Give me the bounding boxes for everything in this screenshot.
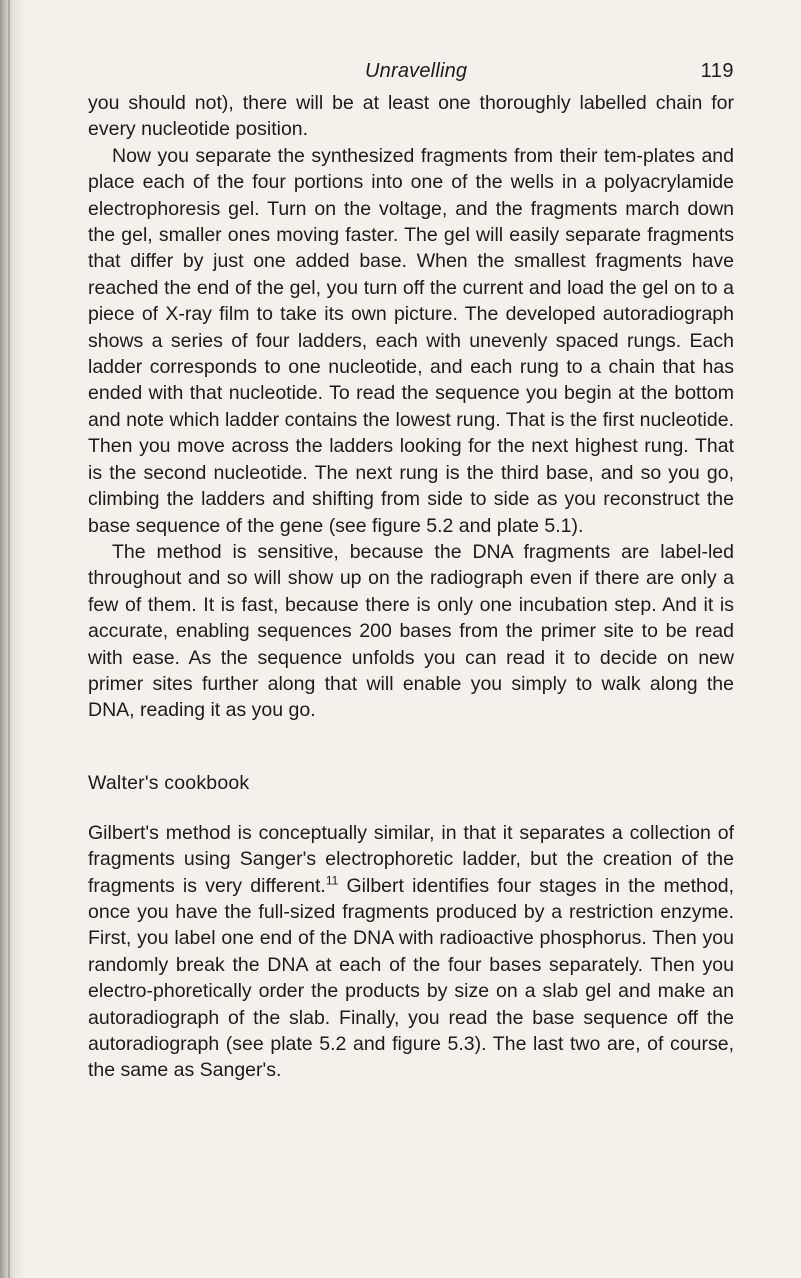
- page-number: 119: [700, 60, 734, 82]
- paragraph-text-end: Gilbert identifies four stages in the method, once you have the full-sized fragments produced by a restriction enzyme. First, you label one end of the DNA with radioactive phosphorus. Then you randomly break the DNA at each of the four bases separately. Then you electro-phoretically order the products by size on a slab gel and make an autoradiograph of the slab. Finally, you read the base sequence off the autoradiograph (see plate 5.2 and figure 5.3). The last two are, of course, the same as Sanger's.: [88, 874, 734, 1082]
- page-gutter: [0, 0, 26, 1278]
- paragraph-gilbert-method: [88, 820, 734, 1084]
- binding-line: [8, 0, 10, 1278]
- footnote-reference: 11: [325, 873, 339, 888]
- running-header: [88, 56, 734, 90]
- paragraph-text-start: Gilbert's method is conceptually similar, in that it separates a collection of fragments using Sanger's electrophoretic ladder, but the creation of the fragments is very different.: [88, 821, 734, 897]
- body-text: [88, 90, 734, 1084]
- book-page: [88, 56, 734, 1084]
- paragraph-method-advantages: The method is sensitive, because the DNA fragments are label-led throughout and so will show up on the radiograph even if there are only a few of them. It is fast, because there is only one incubation step. And it is accurate, enabling sequences 200 bases from the primer site to be read with ease. As the sequence unfolds you can read it to decide on new primer sites further along that will enable you simply to walk along the DNA, reading it as you go.: [88, 540, 734, 722]
- paragraph-gel-method: Now you separate the synthesized fragments from their tem-plates and place each of the four portions into one of the wells in a polyacrylamide electrophoresis gel. Turn on the voltage, and the fragments march down the gel, smaller ones moving faster. The gel will easily separate fragments that differ by just one added base. When the smallest fragments have reached the end of the gel, you turn off the current and load the gel on to a piece of X-ray film to take its own picture. The developed autoradiograph shows a series of four ladders, each with unevenly spaced rungs. Each ladder corresponds to one nucleotide, and each rung to a chain that has ended with that nucleotide. To read the sequence you begin at the bottom and note which ladder contains the lowest rung. That is the first nucleotide. Then you move across the ladders looking for the next highest rung. That is the second nucleotide. The next rung is the third base, and so you go, climbing the ladders and shifting from side to side as you reconstruct the base sequence of the gene (see figure 5.2 and plate 5.1).: [88, 144, 734, 537]
- section-heading: Walter's cookbook: [88, 771, 250, 794]
- chapter-title: Unravelling: [365, 60, 468, 82]
- paragraph-continued: you should not), there will be at least one thoroughly labelled chain for every nucleotide position.: [88, 92, 734, 141]
